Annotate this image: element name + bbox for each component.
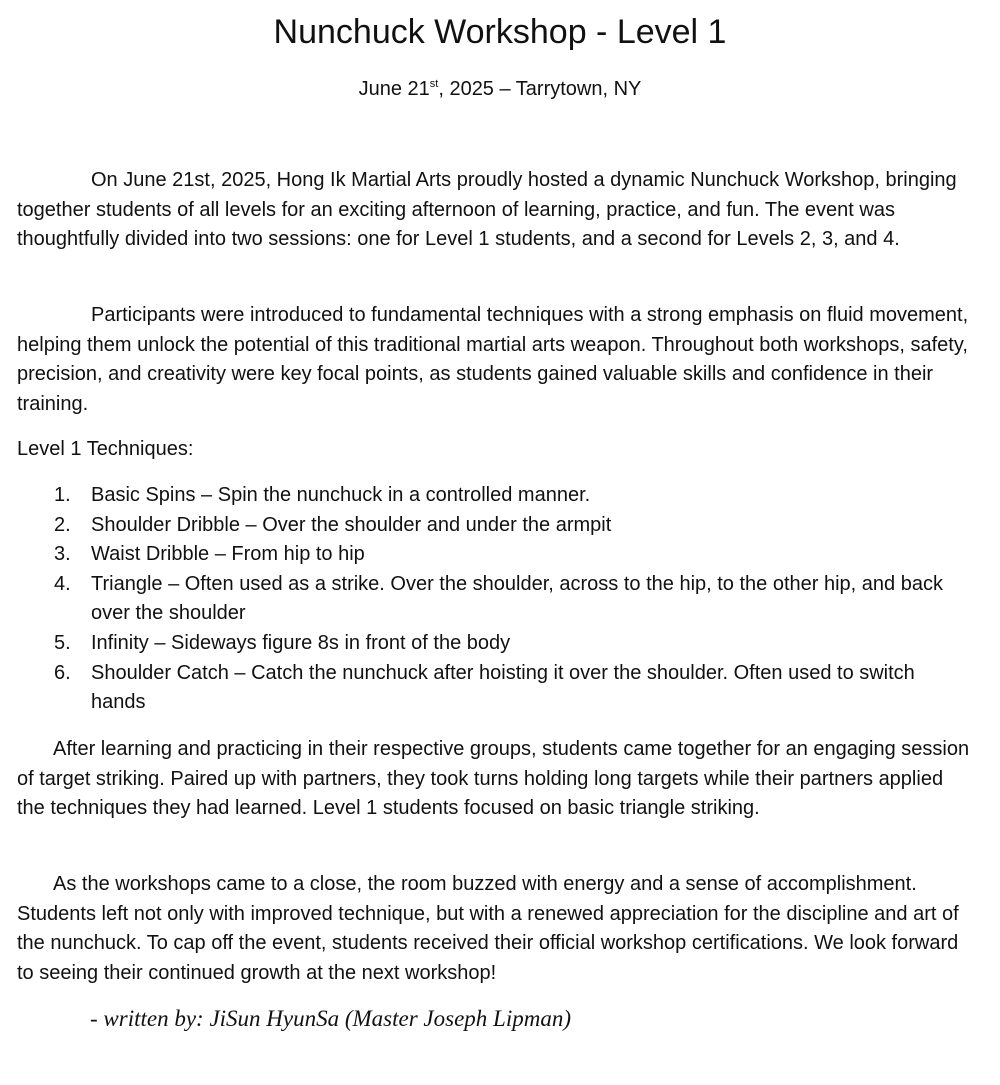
participants-paragraph: Participants were introduced to fundamental techniques with a strong emphasis on fluid movement, helping them unlock the potential of this traditional martial arts weapon. Throughout both workshops, safety, precision, and creativity were key focal points, as students gained valuable skills and confidence in their training. <box>17 304 969 415</box>
target-striking-paragraph: After learning and practicing in their respective groups, students came together for an engaging session of target striking. Paired up with partners, they took turns holding long targets while their partners applied the techniques they had learned. Level 1 students focused on basic triangle striking. <box>17 738 970 820</box>
document-title: Nunchuck Workshop - Level 1 <box>273 13 727 51</box>
intro-paragraph: On June 21st, 2025, Hong Ik Martial Arts proudly hosted a dynamic Nunchuck Workshop, bringing together students of all levels for an exciting afternoon of learning, practice, and fun. The event was thoughtfully divided into two sessions: one for Level 1 students, and a second for Levels 2, 3, and 4. <box>17 169 957 251</box>
closing-paragraph: As the workshops came to a close, the room buzzed with energy and a sense of accomplishment. Students left not only with improved technique, but with a renewed appreciation for the discipline and art of the nunchuck. To cap off the event, students received their official workshop certifications. We look forward to seeing their continued growth at the next workshop! <box>17 873 959 984</box>
technique-number: 4. <box>54 572 71 595</box>
technique-number: 2. <box>54 513 71 536</box>
techniques-list <box>17 481 972 718</box>
technique-text: Basic Spins – Spin the nunchuck in a controlled manner. <box>91 484 591 506</box>
document-subtitle <box>17 76 983 102</box>
techniques-heading: Level 1 Techniques: <box>17 438 194 460</box>
technique-text: Triangle – Often used as a strike. Over the shoulder, across to the hip, to the other hip, and back over the shoulder <box>91 572 943 625</box>
subtitle-location: , 2025 – Tarrytown, NY <box>438 78 642 100</box>
technique-item <box>17 481 972 511</box>
technique-text: Shoulder Dribble – Over the shoulder and under the armpit <box>91 513 612 536</box>
technique-text: Shoulder Catch – Catch the nunchuck after hoisting it over the shoulder. Often used to switch hands <box>91 661 915 714</box>
author-signature: - written by: JiSun HyunSa (Master Joseph Lipman) <box>90 1006 572 1031</box>
technique-text: Waist Dribble – From hip to hip <box>91 543 365 566</box>
technique-text: Infinity – Sideways figure 8s in front of the body <box>91 631 511 654</box>
technique-item <box>17 511 972 541</box>
technique-number: 5. <box>54 631 71 654</box>
technique-item <box>17 629 972 659</box>
technique-item <box>17 659 972 718</box>
technique-item <box>17 540 972 570</box>
subtitle-date-ordinal: st <box>429 78 439 90</box>
technique-item <box>17 570 972 629</box>
technique-number: 1. <box>54 484 71 506</box>
subtitle-date: June 21 <box>358 78 430 100</box>
technique-number: 3. <box>54 543 71 566</box>
technique-number: 6. <box>54 661 71 684</box>
